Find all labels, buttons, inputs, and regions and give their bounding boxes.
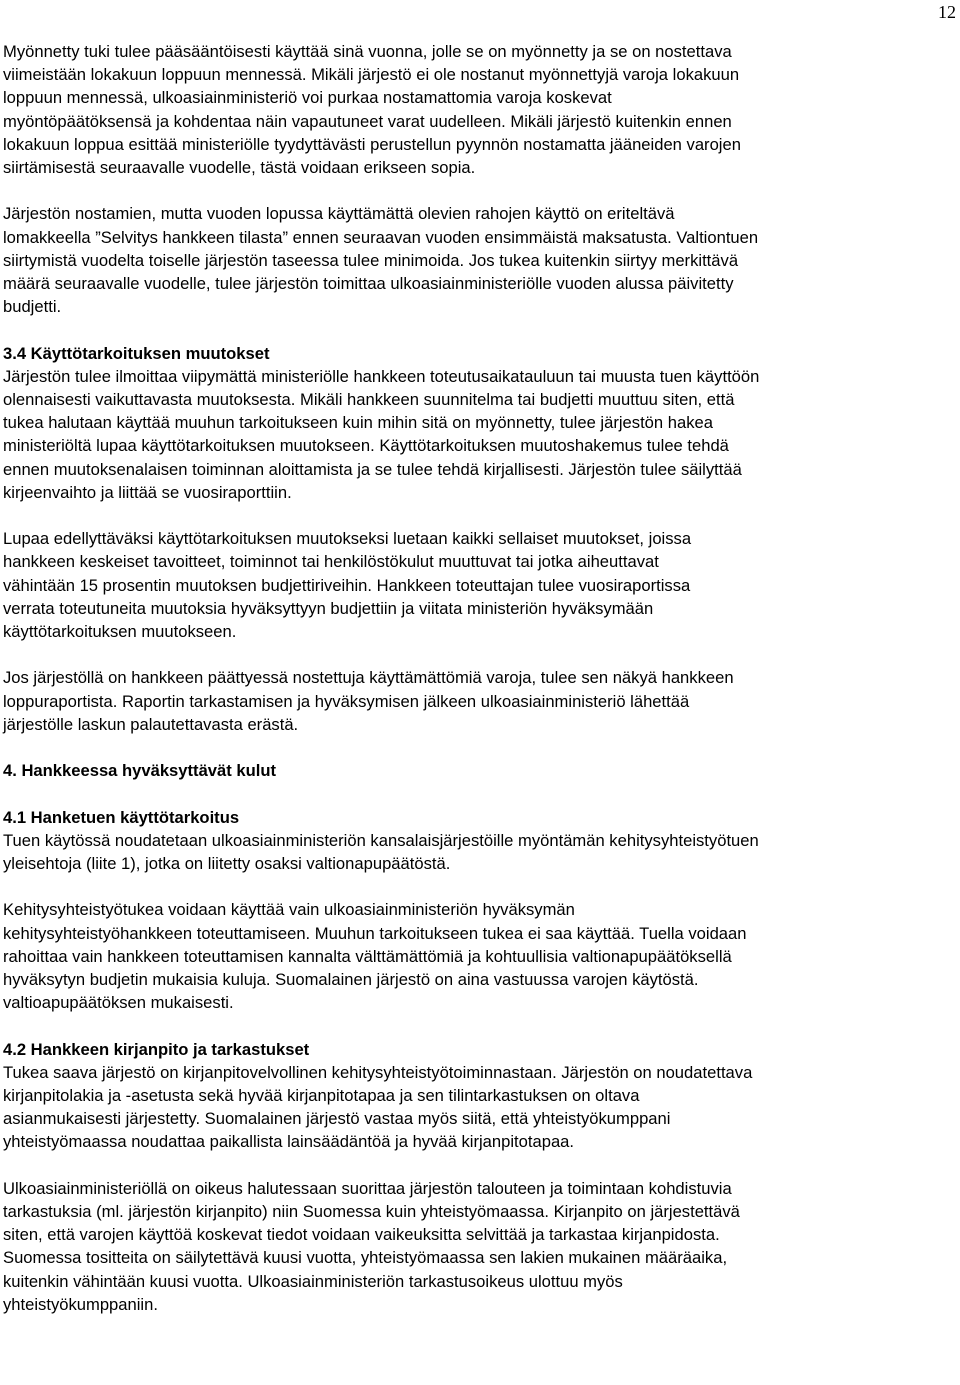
section-heading: 4.2 Hankkeen kirjanpito ja tarkastukset	[3, 1039, 310, 1059]
text-line: ennen muutoksenalaisen toiminnan aloittamista ja se tulee tehdä kirjallisesti. Järjestön tulee säilyttää	[3, 459, 742, 479]
text-line: yleisehtoja (liite 1), jotka on liitetty osaksi valtionapupäätöstä.	[3, 854, 451, 874]
section	[3, 806, 958, 876]
paragraph	[3, 527, 958, 643]
text-line: Järjestön tulee ilmoittaa viipymättä ministeriölle hankkeen toteutusaikatauluun tai muusta tuen käyttöön	[3, 366, 760, 386]
text-line: loppuraportista. Raportin tarkastamisen ja hyväksymisen jälkeen ulkoasiainministeriö lähettää	[3, 691, 690, 711]
section	[3, 759, 958, 782]
section	[3, 1038, 958, 1154]
text-line: kirjeenvaihto ja liittää se vuosiraporttiin.	[3, 482, 292, 502]
section-heading: 4. Hankkeessa hyväksyttävät kulut	[3, 761, 277, 781]
page-number: 12	[938, 2, 956, 22]
paragraph-gap	[3, 1154, 958, 1177]
text-line: lokakuun loppua esittää ministeriölle tyydyttävästi perustellun pyynnön nostamatta jääneiden varojen	[3, 134, 741, 154]
paragraph	[3, 898, 958, 1014]
text-line: järjestölle laskun palautettavasta erästä.	[3, 714, 299, 734]
text-line: Järjestön nostamien, mutta vuoden lopussa käyttämättä olevien rahojen käyttö on eriteltävä	[3, 204, 675, 224]
text-line: tarkastuksia (ml. järjestön kirjanpito) niin Suomessa kuin yhteistyömaassa. Kirjanpito on järjestettävä	[3, 1202, 740, 1222]
paragraph-gap	[3, 782, 958, 805]
paragraph-gap	[3, 736, 958, 759]
paragraph	[3, 202, 958, 318]
text-line: lomakkeella ”Selvitys hankkeen tilasta” ennen seuraavan vuoden ensimmäistä maksatusta. Valtiontuen	[3, 227, 759, 247]
text-line: viimeistään lokakuun loppuun mennessä. Mikäli järjestö ei ole nostanut myönnettyjä varoja lokakuun	[3, 65, 740, 85]
text-line: Ulkoasiainministeriöllä on oikeus halutessaan suorittaa järjestön talouteen ja toimintaan kohdistuvia	[3, 1178, 732, 1198]
text-line: ministeriöltä lupaa käyttötarkoituksen muutokseen. Käyttötarkoituksen muutoshakemus tulee tehdä	[3, 436, 729, 456]
paragraph-gap	[3, 179, 958, 202]
paragraph	[3, 1177, 958, 1316]
text-line: valtioapupäätöksen mukaisesti.	[3, 993, 234, 1013]
text-line: rahoittaa vain hankkeen toteuttamisen kannalta välttämättömiä ja kohtuullisia valtionapupäätöksellä	[3, 946, 732, 966]
text-line: loppuun mennessä, ulkoasiainministeriö voi purkaa nostamattomia varoja koskevat	[3, 88, 612, 108]
text-line: Jos järjestöllä on hankkeen päättyessä nostettuja käyttämättömiä varoja, tulee sen näkyä hankkeen	[3, 668, 734, 688]
text-line: siirtymistä vuodelta toiselle järjestön taseessa tulee minimoida. Jos tukea kuitenkin siirtyy merkittävä	[3, 250, 739, 270]
text-line: verrata toteutuneita muutoksia hyväksyttyyn budjettiin ja viitata ministeriön hyväksymään	[3, 598, 654, 618]
paragraph-gap	[3, 643, 958, 666]
text-line: myöntöpäätöksensä ja kohdentaa näin vapautuneet varat uudelleen. Mikäli järjestö kuitenkin ennen	[3, 111, 732, 131]
text-line: budjetti.	[3, 297, 62, 317]
text-line: hankkeen keskeiset tavoitteet, toiminnot tai henkilöstökulut muuttuvat tai jotka aiheuttavat	[3, 552, 659, 572]
text-line: siten, että varojen käyttöä koskevat tiedot voidaan vaikeuksitta selvittää ja tarkastaa kirjanpidosta.	[3, 1225, 720, 1245]
text-line: Suomessa tositteita on säilytettävä kuusi vuotta, yhteistyömaassa sen lakien mukainen määräaika,	[3, 1248, 728, 1268]
text-line: hyväksytyn budjetin mukaisia kuluja. Suomalainen järjestö on aina vastuussa varojen käytöstä.	[3, 970, 699, 990]
text-line: kehitysyhteistyöhankkeen toteuttamiseen. Muuhun tarkoitukseen tukea ei saa käyttää. Tuella voidaan	[3, 923, 747, 943]
section-heading: 3.4 Käyttötarkoituksen muutokset	[3, 343, 270, 363]
paragraph	[3, 666, 958, 736]
text-line: Tukea saava järjestö on kirjanpitovelvollinen kehitysyhteistyötoiminnastaan. Järjestön on noudatettava	[3, 1062, 753, 1082]
text-line: määrä seuraavalle vuodelle, tulee järjestön toimittaa ulkoasiainministeriölle vuoden alussa päivitetty	[3, 274, 734, 294]
section	[3, 342, 958, 504]
text-line: yhteistyömaassa noudattaa paikallista lainsäädäntöä ja hyvää kirjanpitotapaa.	[3, 1132, 575, 1152]
paragraph-gap	[3, 1014, 958, 1037]
text-line: vähintään 15 prosentin muutoksen budjettiriveihin. Hankkeen toteuttajan tulee vuosiraportissa	[3, 575, 691, 595]
text-line: käyttötarkoituksen muutokseen.	[3, 622, 237, 642]
text-line: olennaisesti vaikuttavasta muutoksesta. Mikäli hankkeen suunnitelma tai budjetti muuttuu siten, että	[3, 390, 735, 410]
paragraph-gap	[3, 504, 958, 527]
text-line: tukea halutaan käyttää muuhun tarkoitukseen kuin mihin sitä on myönnetty, tulee järjestön hakea	[3, 413, 713, 433]
text-line: kirjanpitolakia ja -asetusta sekä hyvää kirjanpitotapaa ja sen tilintarkastuksen on oltava	[3, 1086, 640, 1106]
paragraph-gap	[3, 875, 958, 898]
text-line: siirtämisestä seuraavalle vuodelle, tästä voidaan erikseen sopia.	[3, 158, 476, 178]
text-line: yhteistyökumppaniin.	[3, 1294, 158, 1314]
text-line: Kehitysyhteistyötukea voidaan käyttää vain ulkoasiainministeriön hyväksymän	[3, 900, 575, 920]
text-line: Lupaa edellyttäväksi käyttötarkoituksen muutokseksi luetaan kaikki sellaiset muutokset, joissa	[3, 529, 692, 549]
document-body	[3, 40, 958, 1316]
text-line: asianmukaisesti järjestetty. Suomalainen järjestö vastaa myös siitä, että yhteistyökumppani	[3, 1109, 671, 1129]
paragraph	[3, 40, 958, 179]
paragraph-gap	[3, 318, 958, 341]
text-line: kuitenkin vähintään kuusi vuotta. Ulkoasiainministeriön tarkastusoikeus ulottuu myös	[3, 1271, 623, 1291]
section-heading: 4.1 Hanketuen käyttötarkoitus	[3, 807, 240, 827]
text-line: Myönnetty tuki tulee pääsääntöisesti käyttää sinä vuonna, jolle se on myönnetty ja se on nostettava	[3, 42, 732, 61]
text-line: Tuen käytössä noudatetaan ulkoasiainministeriön kansalaisjärjestöille myöntämän kehitysyhteistyötuen	[3, 830, 759, 850]
